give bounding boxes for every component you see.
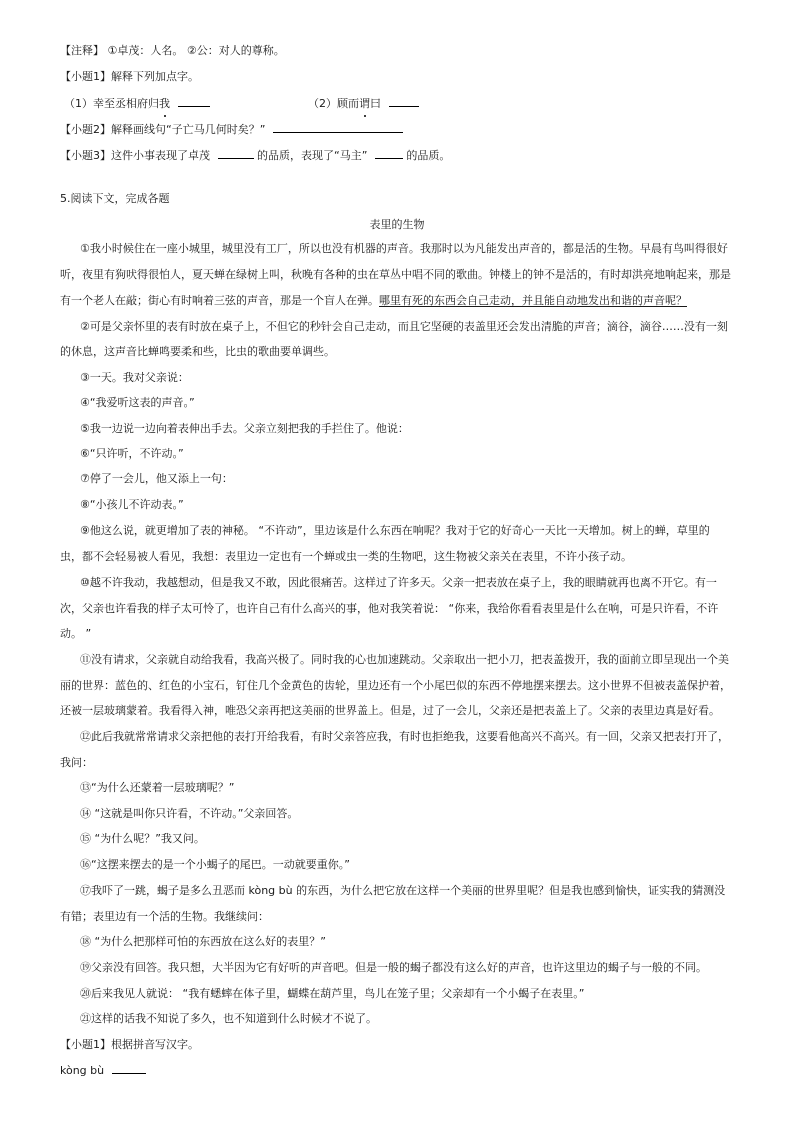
- passage-line: ⑪没有请求，父亲就自动给我看，我高兴极了。同时我的心也加速跳动。父亲取出一把小刀，把表盖拨开，我的面前立即呈现出一个美: [80, 653, 729, 666]
- passage-line: ③一天。我对父亲说：: [80, 371, 189, 384]
- question-3: [60, 148, 450, 164]
- passage-line: ①我小时候住在一座小城里，城里没有工厂，所以也没有机器的声音。我那时以为凡能发出声音的，都是活的生物。早晨有鸟叫得很好: [80, 242, 728, 255]
- dotted-char: 谓: [359, 97, 370, 110]
- passage-line: ⑳后来我见人就说： “我有蟋蟀在体子里，蝴蝶在葫芦里，鸟儿在笼子里；父亲却有一个小蝎子在表里。”: [80, 987, 585, 1000]
- passage-line: 还被一层玻璃蒙着。我看得入神，唯恐父亲再把这美丽的世界盖上。但是，过了一会儿，父亲还是把表盖上了。父亲的表里边真是好看。: [60, 704, 720, 717]
- final-question-label: 【小题1】根据拼音写汉字。: [60, 1038, 199, 1051]
- passage-line: 动。 ”: [60, 627, 92, 640]
- passage-line: ⑦停了一会儿，他又添上一句：: [80, 472, 233, 485]
- annotation-note: 【注释】 ①卓茂：人名。 ②公：对人的尊称。: [60, 44, 285, 57]
- passage-line: ⑮ “为什么呢？”我又问。: [80, 832, 205, 845]
- passage-line: ⑰我吓了一跳，蝎子是多么丑恶而 kòng bù 的东西，为什么把它放在这样一个美丽的世界里呢？但是我也感到愉快，证实我的猜测没: [80, 884, 726, 897]
- passage-line: ⑨他这么说，就更增加了表的神秘。 “不许动”，里边该是什么东西在响呢？我对于它的好奇心一天比一天增加。树上的蝉，草里的: [80, 524, 710, 537]
- passage-line: ⑯“这摆来摆去的是一个小蝎子的尾巴。一动就要重你。”: [80, 858, 350, 871]
- question-3-text-c: 的品质。: [406, 149, 451, 162]
- passage-line: [60, 294, 687, 309]
- answer-blank[interactable]: [112, 1063, 146, 1074]
- passage-line: 丽的世界：蓝色的、红色的小宝石，钉住几个金黄色的齿轮，里边还有一个小尾巴似的东西不停地摆来摆去。这小世界不但被表盖保护着，: [60, 679, 731, 692]
- passage-line: ②可是父亲怀里的表有时放在桌子上，不但它的秒针会自己走动，而且它坚硬的表盖里还会发出清脆的声音；滴谷，滴谷……没有一刻: [80, 320, 728, 333]
- passage-line: ⑫此后我就常常请求父亲把他的表打开给我看，有时父亲答应我，有时也拒绝我，这要看他高兴不高兴。有一回，父亲又把表打开了，: [80, 730, 729, 743]
- passage-line: ⑧“小孩儿不许动表。”: [80, 498, 184, 511]
- question-1-item-2: [308, 96, 419, 112]
- section-5-heading: 5.阅读下文，完成各题: [60, 192, 170, 205]
- answer-blank[interactable]: [273, 122, 403, 133]
- passage-line: ⑩越不许我动，我越想动，但是我又不敢，因此很痛苦。这样过了许多天。父亲一把表放在桌子上，我的眼睛就再也离不开它。有一: [80, 576, 717, 589]
- answer-blank[interactable]: [375, 148, 403, 159]
- passage-text: 有一个老人在敲；街心有时响着三弦的声音，那是一个盲人在弹。: [60, 294, 379, 307]
- passage-line: 有错；表里边有一个活的生物。我继续问：: [60, 910, 269, 923]
- item-2-text: （2）顾而: [308, 97, 359, 110]
- passage-line: ⑭ “这就是叫你只许看，不许动。”父亲回答。: [80, 807, 299, 820]
- final-question-pinyin: [60, 1063, 146, 1079]
- passage-line: ⑤我一边说一边向着表伸出手去。父亲立刻把我的手拦住了。他说：: [80, 422, 409, 435]
- dotted-char: 我: [159, 97, 170, 110]
- passage-line: ④“我爱听这表的声音。”: [80, 396, 195, 409]
- passage-line: ⑥“只许听，不许动。”: [80, 447, 184, 460]
- passage-line: ㉑这样的话我不知说了多久，也不知道到什么时候才不说了。: [80, 1012, 377, 1025]
- passage-line: ⑱ “为什么把那样可怕的东西放在这么好的表里？”: [80, 935, 326, 948]
- question-1-item-1: [64, 96, 210, 112]
- passage-line: 我问：: [60, 756, 93, 769]
- item-2-text-post: 曰: [370, 97, 381, 110]
- passage-line: 的休息，这声音比蝉鸣要柔和些，比虫的歌曲要单调些。: [60, 345, 335, 358]
- answer-blank[interactable]: [178, 96, 210, 107]
- answer-blank[interactable]: [389, 96, 419, 107]
- question-1-label: 【小题1】解释下列加点字。: [60, 70, 199, 83]
- passage-title: 表里的生物: [369, 218, 425, 231]
- question-2: [60, 122, 403, 138]
- pinyin-text: kòng bù: [60, 1064, 105, 1077]
- answer-blank[interactable]: [218, 148, 254, 159]
- passage-line: 听，夜里有狗吠得很怕人，夏天蝉在绿树上叫，秋晚有各种的虫在草丛中唱不同的歌曲。钟楼上的钟不是活的，有时却洪亮地响起来，那是: [60, 268, 731, 281]
- question-2-text: 【小题2】解释画线句“子亡马几何时矣？”: [60, 123, 266, 136]
- item-1-text: （1）幸至丞相府归: [64, 97, 159, 110]
- underlined-sentence: 哪里有死的东西会自己走动，并且能自动地发出和谐的声音呢？: [379, 294, 687, 307]
- passage-line: ⑬“为什么还蒙着一层玻璃呢？”: [80, 781, 235, 794]
- passage-line: 虫，都不会轻易被人看见，我想：表里边一定也有一个蝉或虫一类的生物吧，这生物被父亲关在表里，不许小孩子动。: [60, 550, 632, 563]
- passage-line: 次，父亲也许看我的样子太可怜了，也许自己有什么高兴的事，他对我笑着说： “你来，我给你看看表里是什么在响，可是只许看，不许: [60, 602, 719, 615]
- question-3-text-a: 【小题3】这件小事表现了卓茂: [60, 149, 210, 162]
- passage-line: ⑲父亲没有回答。我只想，大半因为它有好听的声音吧。但是一般的蝎子都没有这么好的声音，也许这里边的蝎子与一般的不同。: [80, 961, 707, 974]
- question-3-text-b: 的品质，表现了“马主”: [257, 149, 368, 162]
